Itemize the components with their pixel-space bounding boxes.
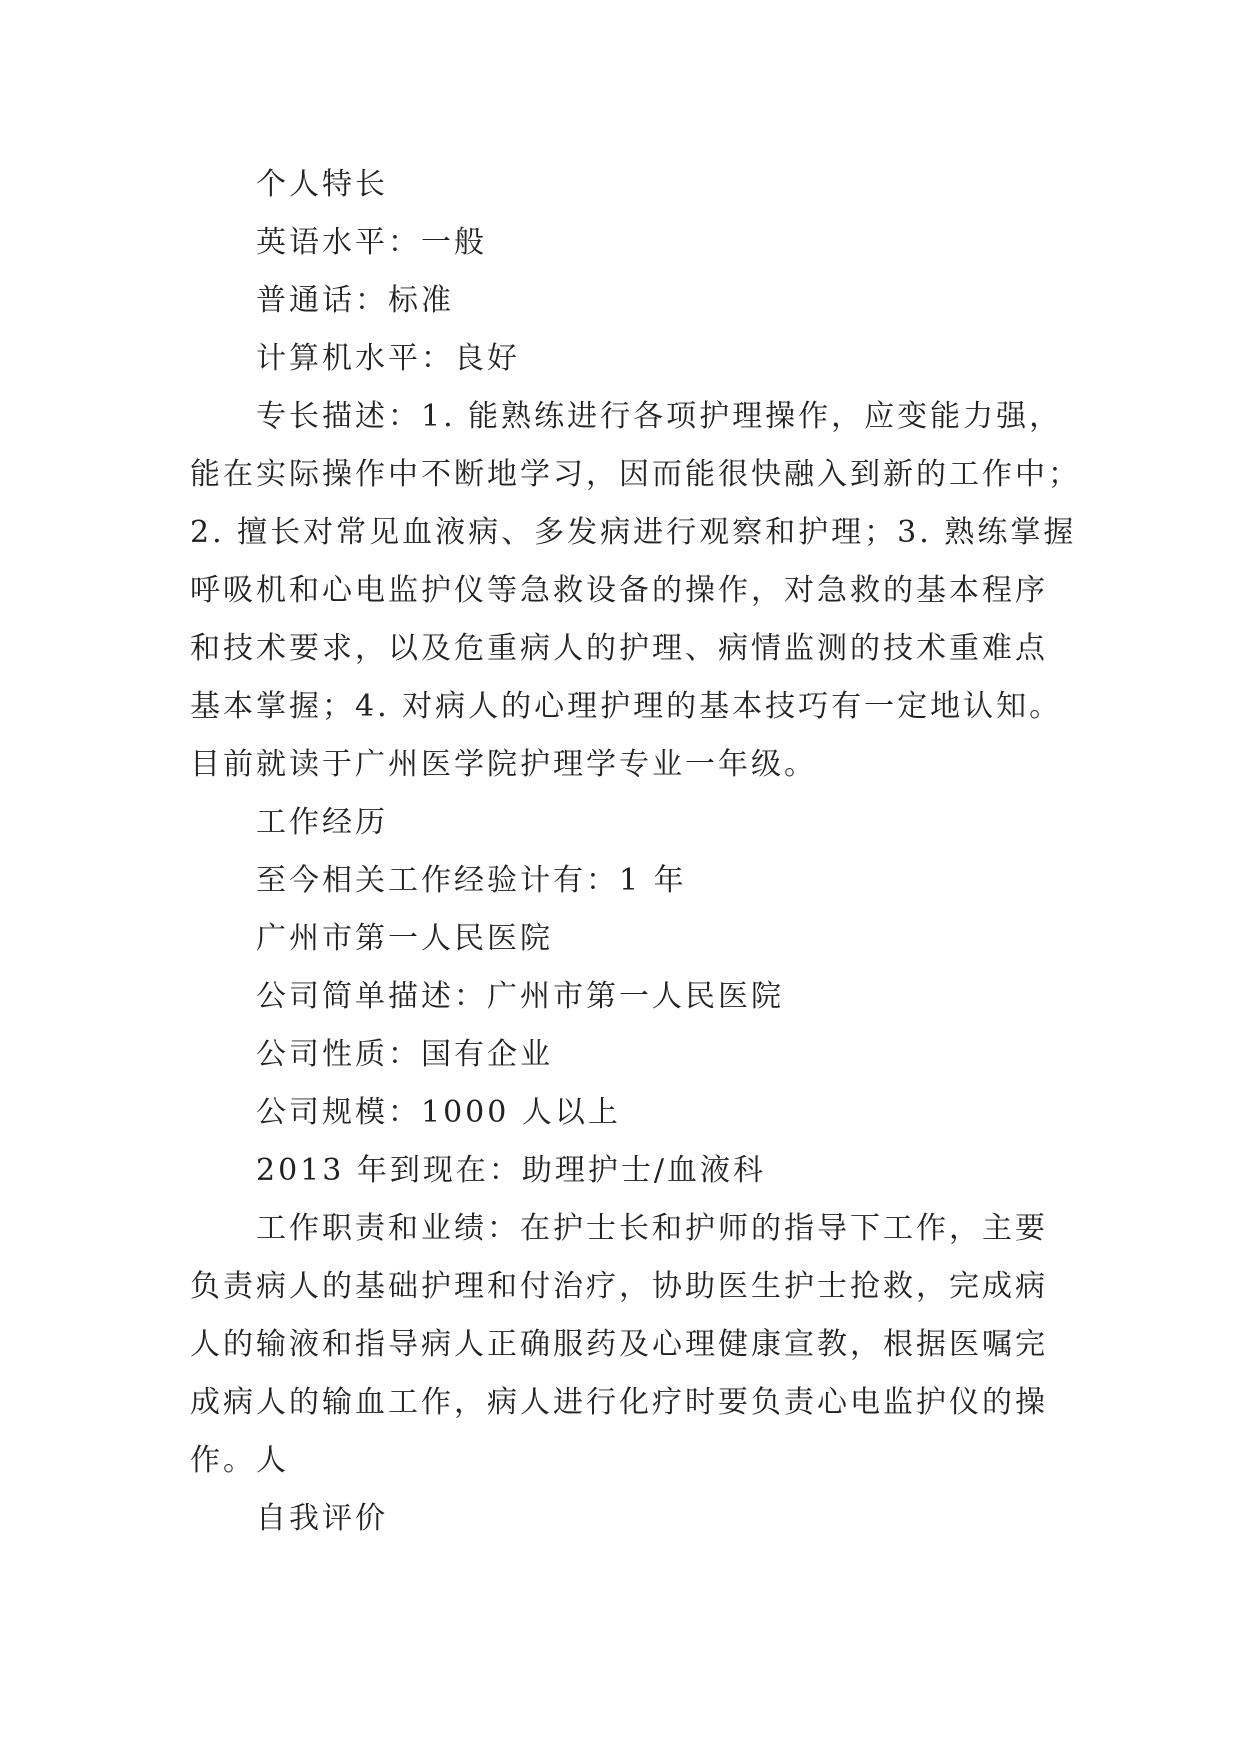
document-page <box>190 156 1081 1548</box>
description-line: 专长描述：1. 能熟练进行各项护理操作，应变能力强， <box>256 399 1063 434</box>
duty-line: 人的输液和指导病人正确服药及心理健康宣教，根据医嘱完 <box>190 1327 1048 1362</box>
english-level: 英语水平：一般 <box>256 225 487 260</box>
duty-line: 工作职责和业绩：在护士长和护师的指导下工作，主要 <box>256 1211 1048 1246</box>
self-evaluation-heading: 自我评价 <box>256 1501 388 1536</box>
company-description: 公司简单描述：广州市第一人民医院 <box>256 979 784 1014</box>
work-duties <box>190 1200 1070 1490</box>
skills-description <box>190 388 1081 794</box>
duty-line: 成病人的输血工作，病人进行化疗时要负责心电监护仪的操 <box>190 1385 1048 1420</box>
skills-heading: 个人特长 <box>256 167 388 202</box>
work-period: 2013 年到现在：助理护士/血液科 <box>256 1153 766 1188</box>
computer-level: 计算机水平：良好 <box>256 341 520 376</box>
description-line: 呼吸机和心电监护仪等急救设备的操作，对急救的基本程序 <box>190 573 1048 608</box>
work-heading: 工作经历 <box>256 805 388 840</box>
description-line: 目前就读于广州医学院护理学专业一年级。 <box>190 747 817 782</box>
company-type: 公司性质：国有企业 <box>256 1037 553 1072</box>
duty-line: 负责病人的基础护理和付治疗，协助医生护士抢救，完成病 <box>190 1269 1048 1304</box>
work-experience: 至今相关工作经验计有：1 年 <box>256 863 687 898</box>
description-line: 基本掌握；4. 对病人的心理护理的基本技巧有一定地认知。 <box>190 689 1063 724</box>
description-line: 能在实际操作中不断地学习，因而能很快融入到新的工作中； <box>190 457 1081 492</box>
description-line: 和技术要求，以及危重病人的护理、病情监测的技术重难点 <box>190 631 1048 666</box>
mandarin-level: 普通话：标准 <box>256 283 454 318</box>
description-line: 2. 擅长对常见血液病、多发病进行观察和护理；3. 熟练掌握 <box>190 515 1077 550</box>
employer-name: 广州市第一人民医院 <box>256 921 553 956</box>
duty-line: 作。人 <box>190 1443 289 1478</box>
company-size: 公司规模：1000 人以上 <box>256 1095 621 1130</box>
